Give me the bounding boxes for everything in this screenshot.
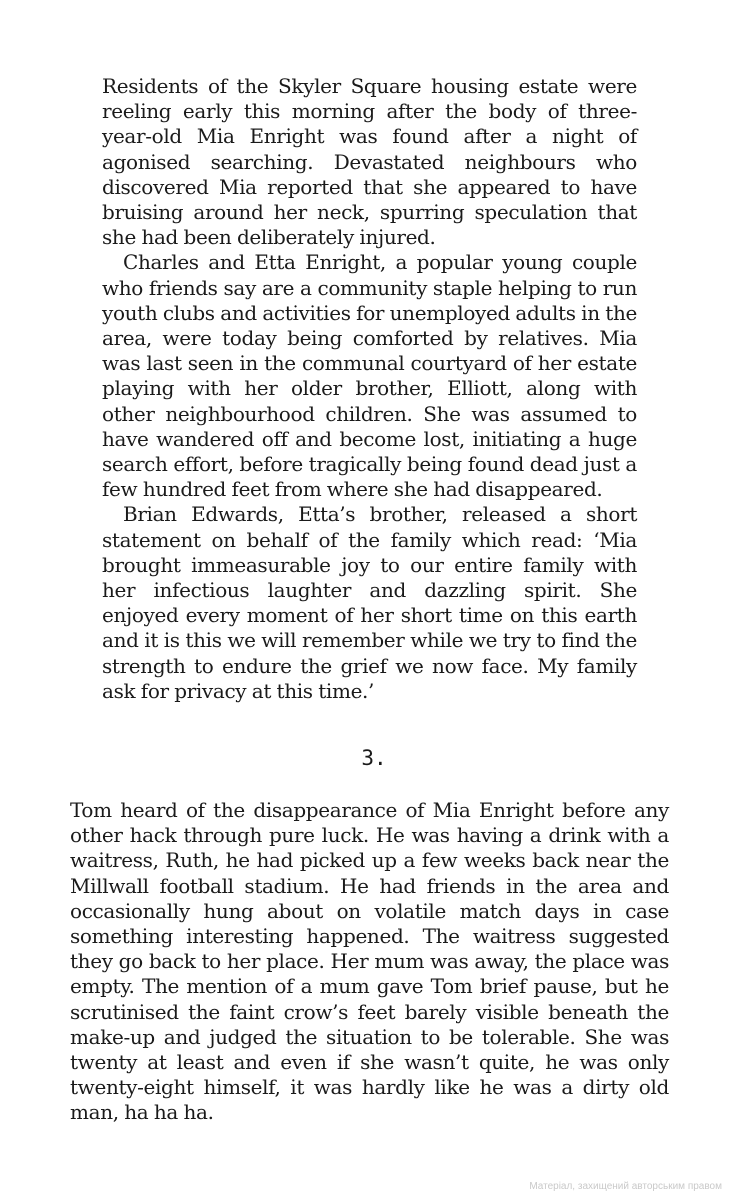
body-paragraph: Tom heard of the disappearance of Mia Enright before any other hack through pure luck. He was having a drink with a waitress, Ruth, he had picked up a few weeks back near the Millwall football stadium. He had friends in the area and occasionally hung about on volatile match days in case something interesting happened. The waitress suggested they go back to her place. Her mum was away, the place was empty. The mention of a mum gave Tom brief pause, but he scrutinised the faint crow’s feet barely visible beneath the make-up and judged the situation to be tolerable. She was twenty at least and even if she wasn’t quite, he was only twenty-eight himself, it was hardly like he was a dirty old man, ha ha ha. <box>70 798 669 1125</box>
copyright-watermark: Матеріал, захищений авторським правом <box>529 1181 722 1192</box>
chapter-body <box>70 798 669 1126</box>
excerpt-paragraph: Charles and Etta Enright, a popular young couple who friends say are a community staple helping to run youth clubs and activities for unemployed adults in the area, were today being comforted by relatives. Mia was last seen in the communal courtyard of her estate playing with her older brother, Elliott, along with other neighbourhood children. She was assumed to have wandered off and become lost, initiating a huge search effort, before tragically being found dead just a few hundred feet from where she had disappeared. <box>102 250 637 502</box>
news-excerpt <box>102 74 637 704</box>
chapter-heading: 3. <box>361 746 387 770</box>
excerpt-paragraph: Residents of the Skyler Square housing estate were reeling early this morning after the body of three-year-old Mia Enright was found after a night of agonised searching. Devastated neighbours who discovered Mia reported that she appeared to have bruising around her neck, spurring speculation that she had been deliberately injured. <box>102 74 637 250</box>
excerpt-paragraph: Brian Edwards, Etta’s brother, released a short statement on behalf of the family which read: ‘Mia brought immeasurable joy to our entire family with her infectious laughter and dazzling spirit. She enjoyed every moment of her short time on this earth and it is this we will remember while we try to find the strength to endure the grief we now face. My family ask for privacy at this time.’ <box>102 502 637 703</box>
